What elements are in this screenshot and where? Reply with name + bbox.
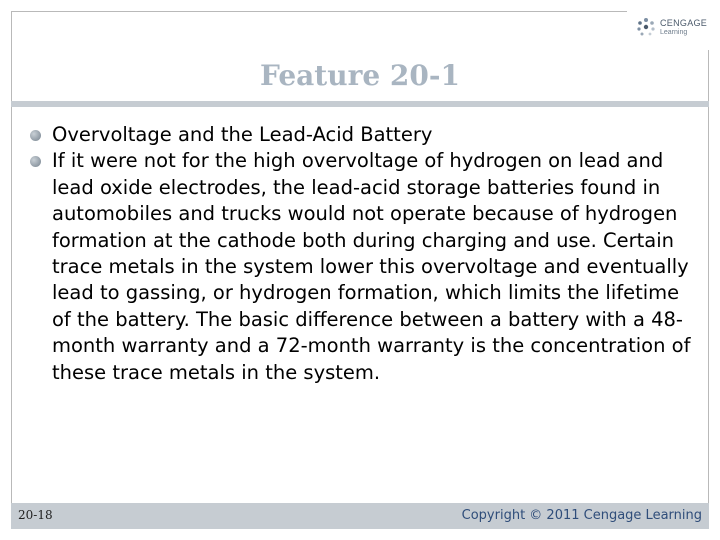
frame-right-line bbox=[708, 50, 709, 529]
bullet-item bbox=[30, 122, 695, 148]
bullet-list bbox=[30, 122, 695, 386]
slide-number: 20-18 bbox=[18, 508, 53, 522]
copyright-text: Copyright © 2011 Cengage Learning bbox=[461, 508, 702, 523]
slide-title: Feature 20-1 bbox=[260, 59, 460, 92]
cengage-logo bbox=[636, 12, 710, 42]
brand-name: CENGAGE bbox=[660, 17, 708, 28]
frame-top-line bbox=[11, 11, 627, 12]
brand-sub: Learning bbox=[660, 28, 688, 36]
title-rule bbox=[11, 101, 709, 107]
cengage-logo-icon bbox=[636, 17, 656, 37]
bullet-text: Overvoltage and the Lead-Acid Battery bbox=[52, 123, 433, 146]
bullet-dot-icon bbox=[30, 130, 41, 141]
bullet-dot-icon bbox=[30, 156, 41, 167]
bullet-item bbox=[30, 148, 695, 386]
bullet-text: If it were not for the high overvoltage of hydrogen on lead and lead oxide electrodes, the lead-acid storage batteries found in automobiles and trucks would not operate because of hydrogen formation at the cathode both during charging and use. Certain trace metals in the system lower this overvoltage and eventually lead to gassing, or hydrogen formation, which limits the lifetime of the battery. The basic difference between a battery with a 48-month warranty and a 72-month warranty is the concentration of these trace metals in the system. bbox=[52, 149, 691, 384]
